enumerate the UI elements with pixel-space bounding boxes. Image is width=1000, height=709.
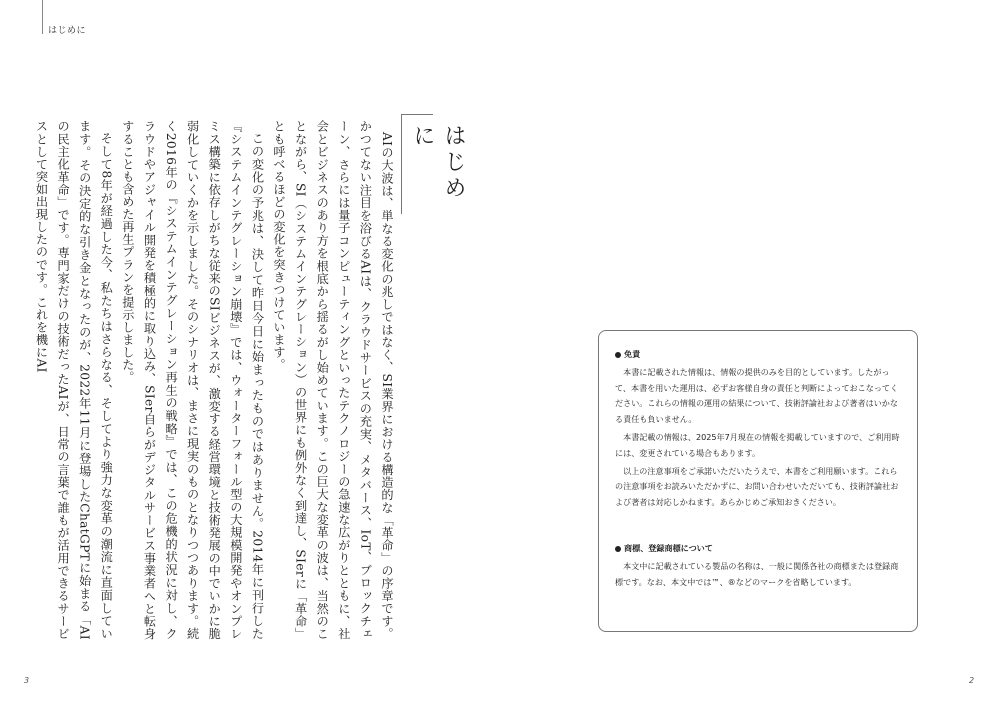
disclaimer-paragraph-1: 本書に記載された情報は、情報の提供のみを目的としています。したがって、本書を用いた運用は、必ずお客様自身の責任と判断によっておこなってください。これらの情報の運用の結果について、技術評論社および著者はいかなる責任も負いません。 <box>615 366 899 425</box>
page-number-left: 3 <box>24 676 30 685</box>
trademark-paragraph: 本文中に記載されている製品の名称は、一般に関係各社の商標または登録商標です。なお、本文中では™、®などのマークを省略しています。 <box>615 560 899 587</box>
disclaimer-title <box>615 347 903 363</box>
body-text <box>34 120 397 640</box>
disclaimer-paragraph-2: 本書記載の情報は、2025年7月現在の情報を掲載していますので、ご利用時には、変更されている場合もあります。 <box>615 431 900 458</box>
disclaimer-paragraph-3: 以上の注意事項をご承諾いただいたうえで、本書をご利用願います。これらの注意事項をお読みいただかずに、お問い合わせいただいても、技術評論社および著者は対応しかねます。あらかじめご承知おきください。 <box>615 465 899 508</box>
running-head-rule <box>42 0 43 34</box>
chapter-heading <box>401 114 466 214</box>
trademark-title-text: 商標、登録商標について <box>624 542 713 553</box>
bullet-dot-icon <box>615 546 621 552</box>
body-paragraph-3: そして8年が経過した今、私たちはさらなる、そしてより強力な変革の潮流に直面しています。その決定的な引き金となったのが、2022年11月に登場したChatGPTに始まる「AIの民主化革命」です。専門家だけの技術だったAIが、日常の言葉で誰もが活用できるサービスとして突如出現したのです。これを機にAI <box>34 120 114 640</box>
disclaimer-title-text: 免責 <box>624 349 641 359</box>
trademark-title <box>615 541 903 557</box>
body-paragraph-1: AIの大波は、単なる変化の兆しではなく、SI業界における構造的な「革命」の序章です。かつてない注目を浴びるAIは、クラウドサービスの充実、メタバース、IoT、ブロックチェーン、さらには量子コンピューティングといったテクノロジーの急速な広がりとともに、社会とビジネスのあり方を根底から揺るがし始めています。この巨大な変革の波は、当然のことながら、SI（システムインテグレーション）の世界にも例外なく到達し、SIerに「革命」とも呼べるほどの変化を突きつけています。 <box>272 120 394 640</box>
running-head: はじめに <box>48 26 87 36</box>
body-paragraph-2: この変化の予兆は、決して昨日今日に始まったものではありません。2014年に刊行した『システムインテグレーション崩壊』では、ウォーターフォール型の大規模開発やオンプレミス構築に依存しがちな従来のSIビジネスが、激変する経営環境と技術発展の中でいかに脆弱化していくかを示しました。そのシナリオは、まさに現実のものとなりつつあります。続く2016年の『システムインテグレーション再生の戦略』では、この危機的状況に対し、クラウドやアジャイル開発を積極的に取り込み、SIer自らがデジタルサービス事業者へと転身することも含めた再生プランを提示しました。 <box>120 120 265 640</box>
disclaimer-box <box>598 330 918 632</box>
chapter-title: はじめに <box>410 124 466 202</box>
chapter-heading-rule-vertical <box>401 114 402 214</box>
bullet-dot-icon <box>615 352 621 358</box>
section-spacer <box>615 513 903 541</box>
chapter-heading-rule-horizontal <box>401 114 433 115</box>
page-number-right: 2 <box>969 676 975 685</box>
